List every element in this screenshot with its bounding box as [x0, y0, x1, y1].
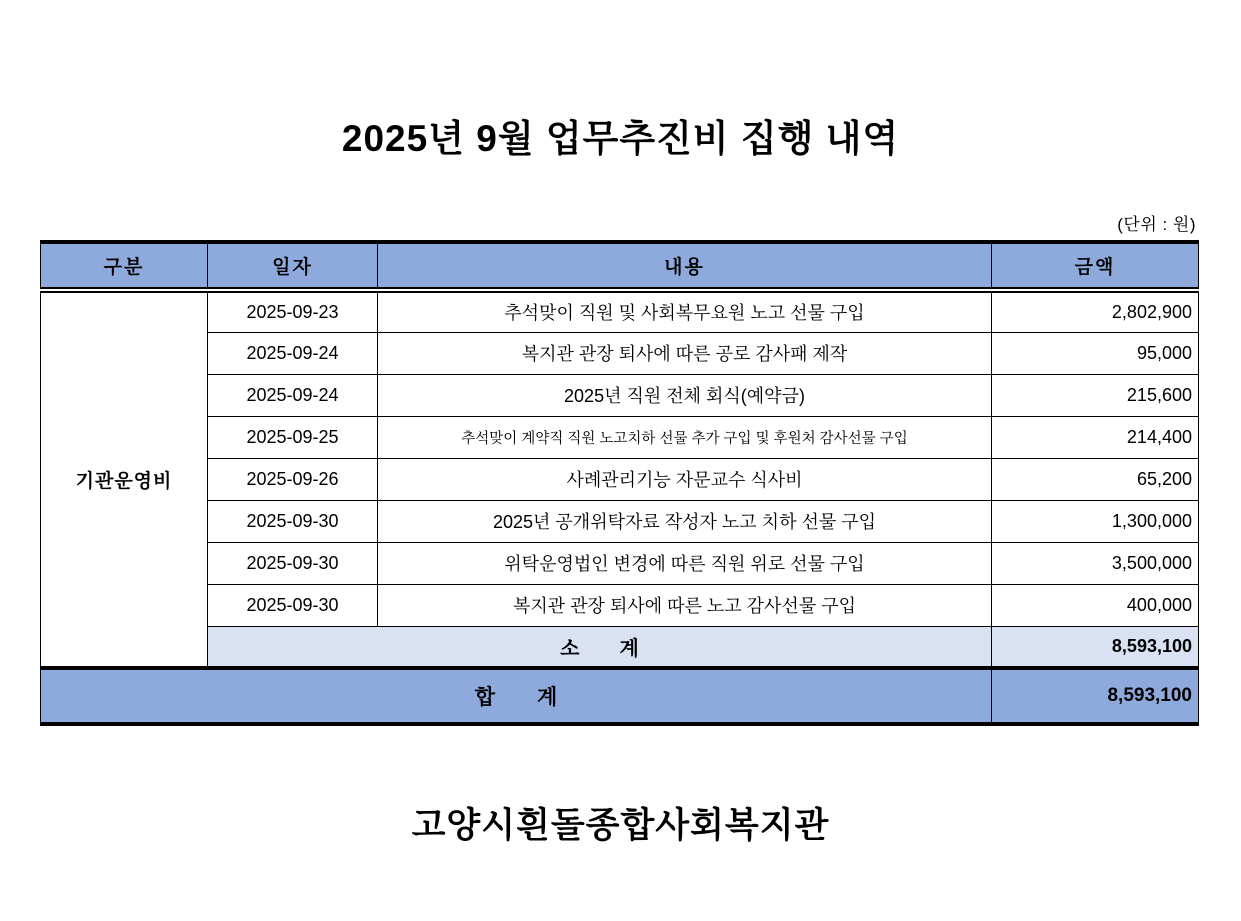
- amount-cell: 1,300,000: [992, 500, 1199, 542]
- category-group-cell: 기관운영비: [41, 290, 208, 668]
- subtotal-label: 소 계: [208, 626, 992, 668]
- date-cell: 2025-09-30: [208, 542, 378, 584]
- date-cell: 2025-09-25: [208, 416, 378, 458]
- amount-cell: 2,802,900: [992, 290, 1199, 332]
- amount-cell: 3,500,000: [992, 542, 1199, 584]
- total-amount: 8,593,100: [992, 668, 1199, 724]
- description-cell: 추석맞이 계약직 직원 노고치하 선물 추가 구입 및 후원처 감사선물 구입: [378, 416, 992, 458]
- unit-label: (단위 : 원): [1117, 215, 1196, 234]
- description-cell: 복지관 관장 퇴사에 따른 공로 감사패 제작: [378, 332, 992, 374]
- table-row: [41, 584, 1199, 626]
- table-row: [41, 332, 1199, 374]
- date-cell: 2025-09-24: [208, 332, 378, 374]
- header-date: 일자: [208, 242, 378, 290]
- amount-cell: 400,000: [992, 584, 1199, 626]
- amount-cell: 65,200: [992, 458, 1199, 500]
- table-row: [41, 416, 1199, 458]
- date-cell: 2025-09-30: [208, 584, 378, 626]
- amount-cell: 95,000: [992, 332, 1199, 374]
- date-cell: 2025-09-26: [208, 458, 378, 500]
- description-cell: 2025년 공개위탁자료 작성자 노고 치하 선물 구입: [378, 500, 992, 542]
- description-cell: 사례관리기능 자문교수 식사비: [378, 458, 992, 500]
- amount-cell: 214,400: [992, 416, 1199, 458]
- expense-table-section: [40, 215, 1198, 726]
- description-cell: 추석맞이 직원 및 사회복무요원 노고 선물 구입: [378, 290, 992, 332]
- subtotal-row: [41, 626, 1199, 668]
- table-row: [41, 458, 1199, 500]
- expense-table: [40, 240, 1199, 726]
- date-cell: 2025-09-23: [208, 290, 378, 332]
- date-cell: 2025-09-24: [208, 374, 378, 416]
- page-title: 2025년 9월 업무추진비 집행 내역: [341, 118, 900, 159]
- header-description: 내용: [378, 242, 992, 290]
- table-row: [41, 542, 1199, 584]
- header-category: 구분: [41, 242, 208, 290]
- description-cell: 위탁운영법인 변경에 따른 직원 위로 선물 구입: [378, 542, 992, 584]
- header-amount: 금액: [992, 242, 1199, 290]
- table-row: [41, 374, 1199, 416]
- total-row: [41, 668, 1199, 724]
- table-row: [41, 500, 1199, 542]
- description-cell: 복지관 관장 퇴사에 따른 노고 감사선물 구입: [378, 584, 992, 626]
- date-cell: 2025-09-30: [208, 500, 378, 542]
- table-header-row: [41, 242, 1199, 290]
- table-row: [41, 290, 1199, 332]
- subtotal-amount: 8,593,100: [992, 626, 1199, 668]
- total-label: 합 계: [41, 668, 992, 724]
- description-cell: 2025년 직원 전체 회식(예약금): [378, 374, 992, 416]
- amount-cell: 215,600: [992, 374, 1199, 416]
- organization-name: 고양시흰돌종합사회복지관: [411, 806, 830, 845]
